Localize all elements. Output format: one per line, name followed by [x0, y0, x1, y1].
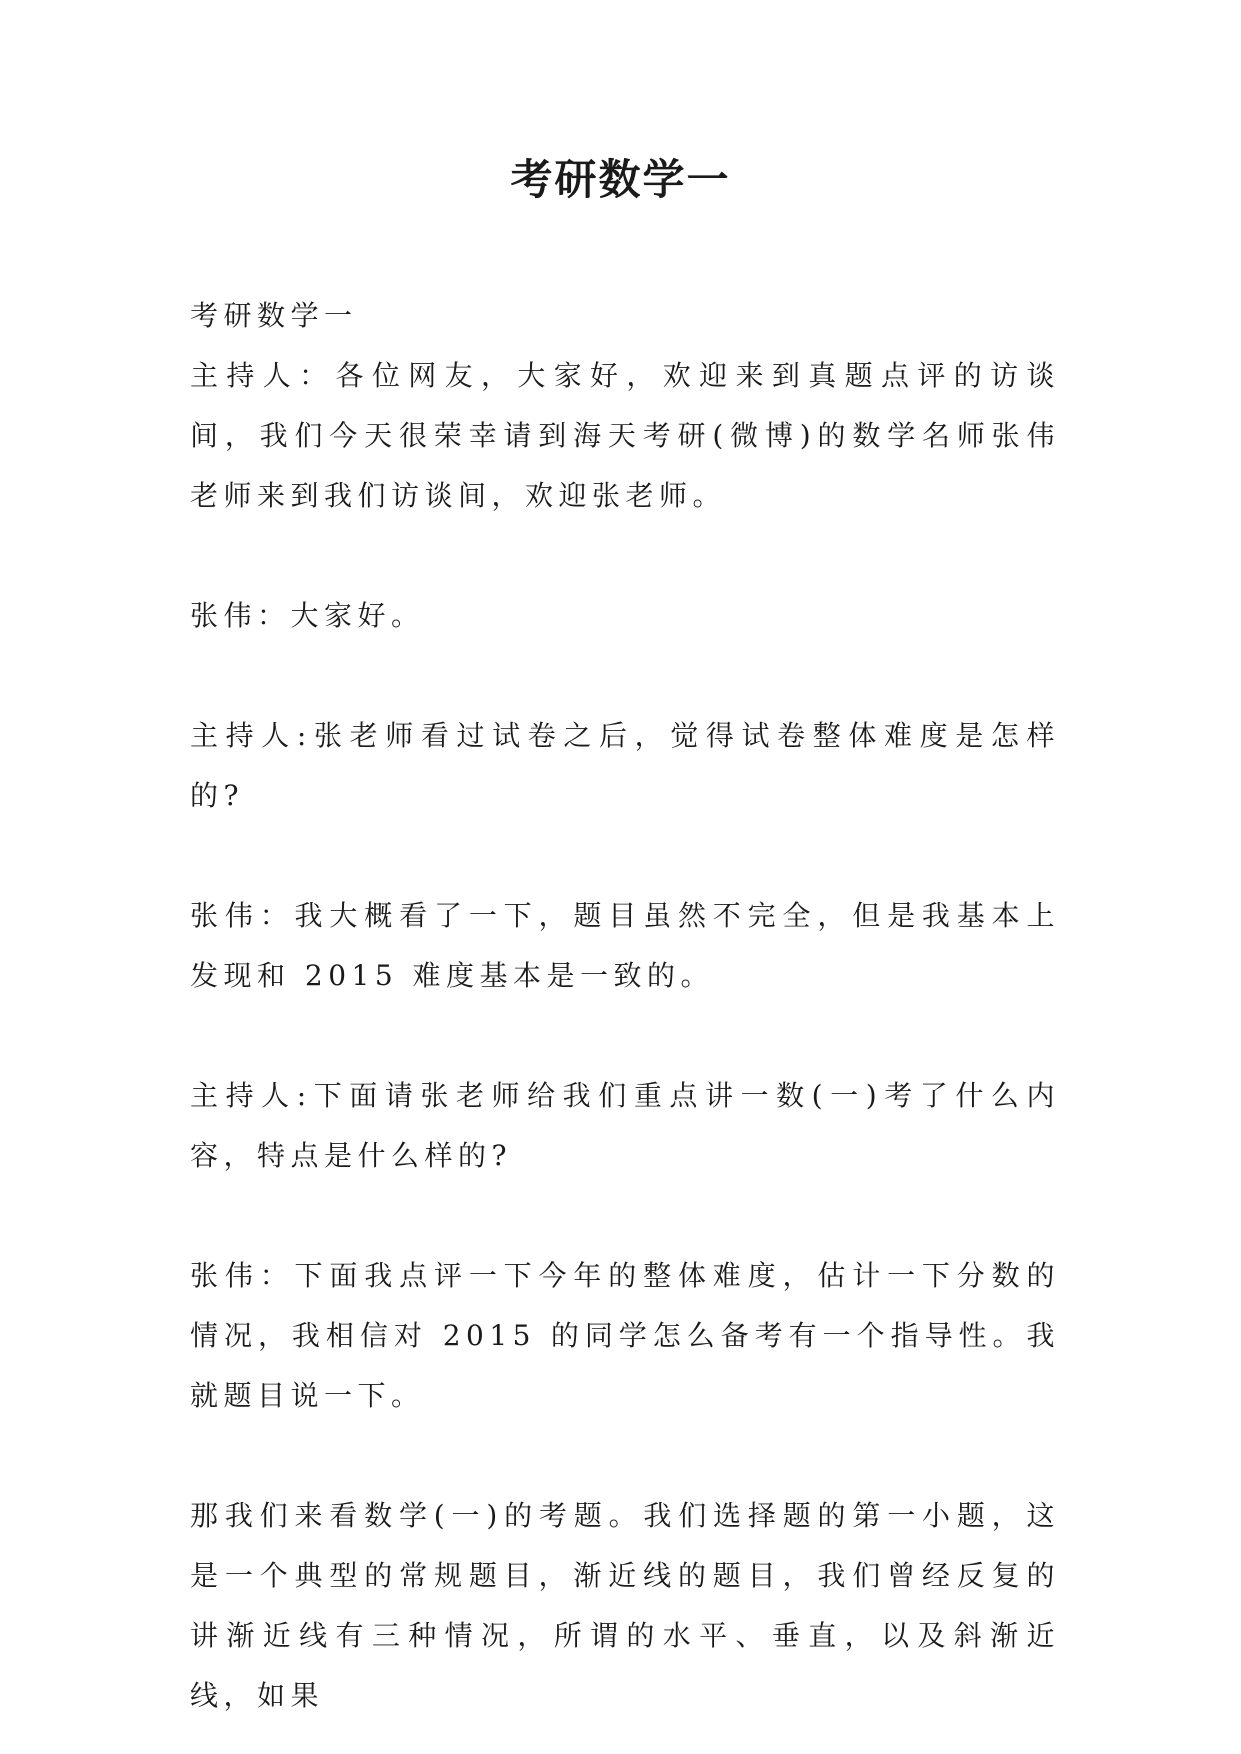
paragraph-spacer: [190, 646, 1060, 706]
paragraph-spacer: [190, 526, 1060, 586]
paragraph-heading-repeat: 考研数学一: [190, 299, 358, 332]
paragraph-exam-analysis: 那我们来看数学(一)的考题。我们选择题的第一小题，这是一个典型的常规题目，渐近线的题目，我们曾经反复的讲渐近线有三种情况，所谓的水平、垂直，以及斜渐近线，如果: [190, 1499, 1060, 1712]
paragraph-host-question-content: 主持人:下面请张老师给我们重点讲一数(一)考了什么内容，特点是什么样的?: [190, 1079, 1060, 1172]
paragraph-zhangwei-answer-difficulty: 张伟：我大概看了一下，题目虽然不完全，但是我基本上发现和 2015 难度基本是一致的。: [190, 899, 1060, 992]
paragraph-zhangwei-overview: 张伟：下面我点评一下今年的整体难度，估计一下分数的情况，我相信对 2015 的同学怎么备考有一个指导性。我就题目说一下。: [190, 1259, 1060, 1412]
paragraph-spacer: [190, 1186, 1060, 1246]
paragraph-host-question-difficulty: 主持人:张老师看过试卷之后，觉得试卷整体难度是怎样的?: [190, 719, 1060, 812]
paragraph-spacer: [190, 1426, 1060, 1486]
paragraph-host-intro: 主持人：各位网友，大家好，欢迎来到真题点评的访谈间，我们今天很荣幸请到海天考研(微博)的数学名师张伟老师来到我们访谈间，欢迎张老师。: [190, 359, 1060, 512]
paragraph-spacer: [190, 1006, 1060, 1066]
document-body: [190, 286, 1060, 1726]
document-title: 考研数学一: [510, 155, 731, 204]
paragraph-spacer: [190, 826, 1060, 886]
paragraph-zhangwei-greeting: 张伟：大家好。: [190, 599, 425, 632]
